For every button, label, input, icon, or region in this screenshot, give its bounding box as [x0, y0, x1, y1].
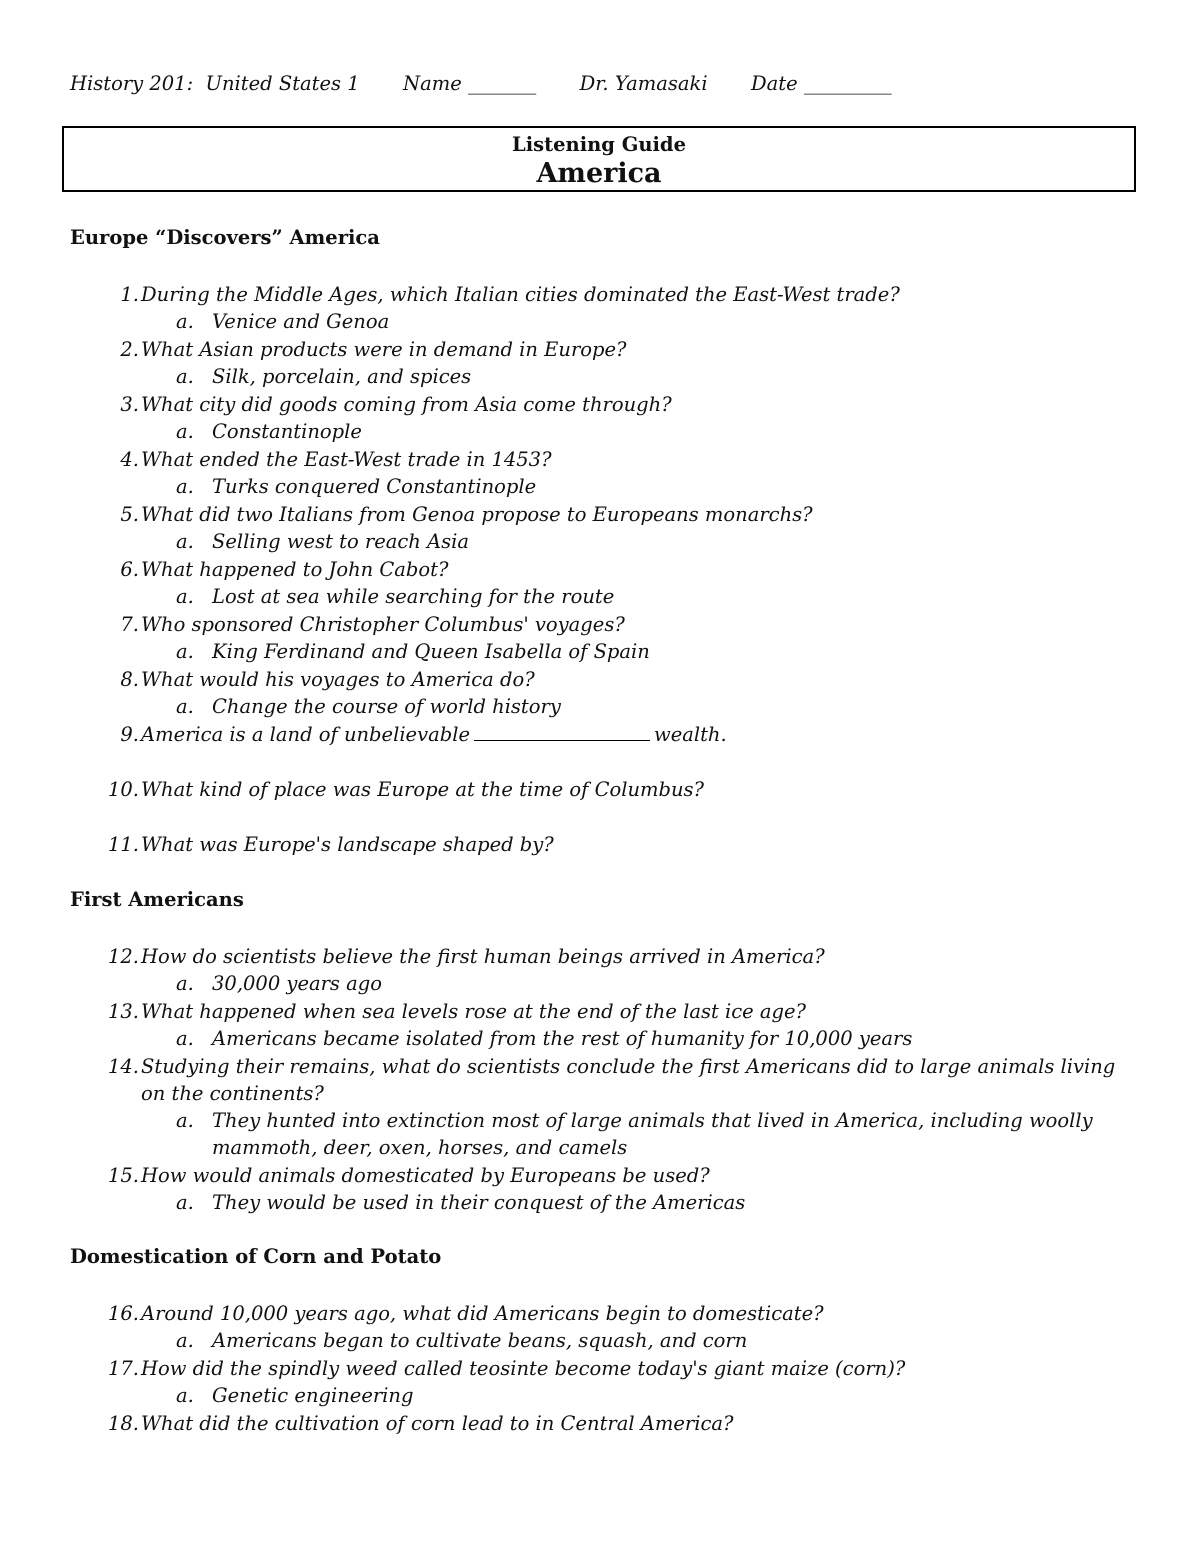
question-item: 17. How did the spindly weed called teosinte become today's giant maize (corn)? — [107, 1357, 906, 1380]
document-title: America — [536, 158, 662, 189]
question-item: 3. What city did goods coming from Asia come through? — [120, 393, 672, 416]
question-item: 6. What happened to John Cabot? — [120, 558, 449, 581]
date-field-label: Date _________ — [751, 72, 892, 95]
question-item: 8. What would his voyages to America do? — [120, 668, 535, 691]
question-item: 14. Studying their remains, what do scientists conclude the first Americans did to large animals living on the continents? — [107, 1055, 1116, 1105]
question-item: 7. Who sponsored Christopher Columbus' voyages? — [120, 613, 625, 636]
question-item: 15. How would animals domesticated by Europeans be used? — [107, 1164, 710, 1187]
worksheet-header — [70, 72, 892, 95]
title-box — [62, 126, 1136, 192]
question-item: 1. During the Middle Ages, which Italian cities dominated the East-West trade? — [120, 283, 900, 306]
section-heading: Europe “Discovers” America — [70, 226, 380, 249]
question-item: 16. Around 10,000 years ago, what did Americans begin to domesticate? — [107, 1302, 824, 1325]
question-item: 13. What happened when sea levels rose at the end of the last ice age? — [107, 1000, 806, 1023]
question-item: 12. How do scientists believe the first human beings arrived in America? — [107, 945, 825, 968]
answer-blank[interactable] — [474, 722, 650, 741]
document-subtitle: Listening Guide — [512, 133, 686, 156]
course-title: History 201: United States 1 — [70, 72, 360, 95]
question-item: 5. What did two Italians from Genoa propose to Europeans monarchs? — [120, 503, 813, 526]
question-item: 10. What kind of place was Europe at the time of Columbus? — [107, 778, 705, 801]
question-item: 2. What Asian products were in demand in Europe? — [120, 338, 627, 361]
section-heading: Domestication of Corn and Potato — [70, 1245, 442, 1268]
section-heading: First Americans — [70, 888, 244, 911]
fill-in-blank-question: 9. America is a land of unbelievable wealth. — [120, 723, 727, 746]
question-item: 11. What was Europe's landscape shaped by? — [107, 833, 554, 856]
question-item: 4. What ended the East-West trade in 1453? — [120, 448, 552, 471]
instructor-name: Dr. Yamasaki — [579, 72, 708, 95]
question-item: 18. What did the cultivation of corn lead to in Central America? — [107, 1412, 734, 1435]
name-field-label: Name _______ — [403, 72, 537, 95]
